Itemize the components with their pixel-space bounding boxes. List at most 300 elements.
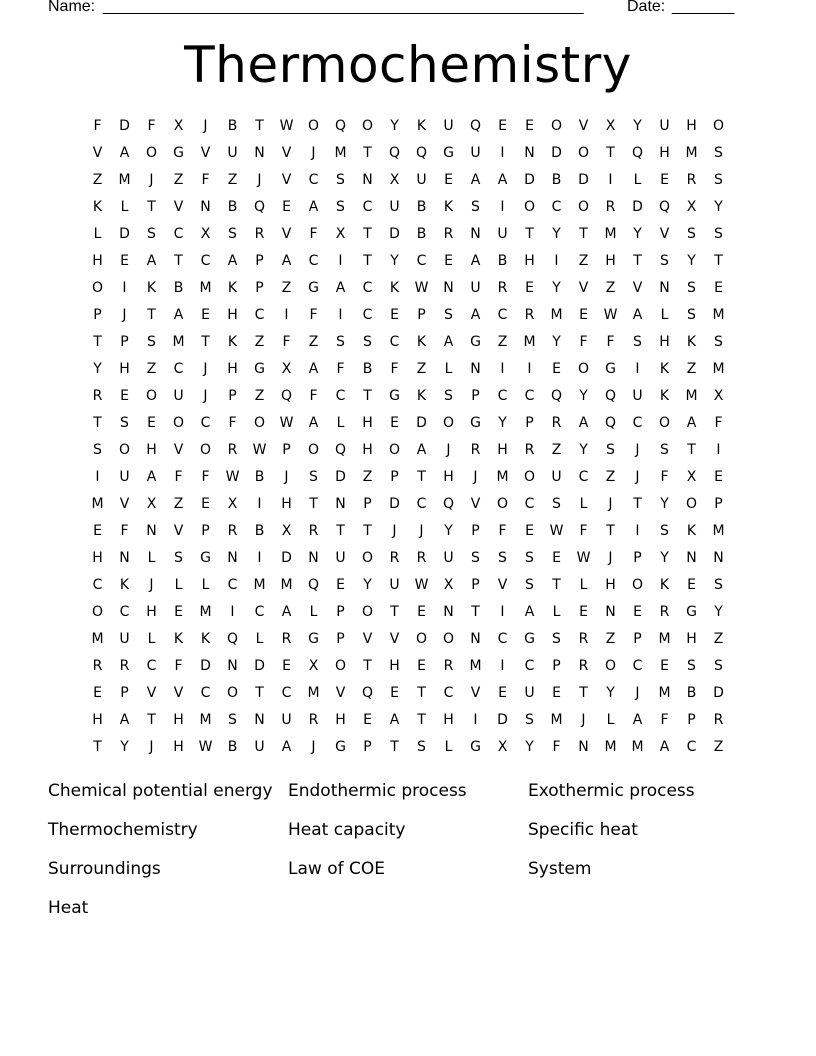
grid-letter[interactable]: L	[201, 576, 210, 593]
grid-letter[interactable]: M	[199, 603, 212, 620]
grid-letter[interactable]: O	[307, 441, 320, 458]
grid-letter[interactable]: M	[172, 333, 185, 350]
grid-letter[interactable]: H	[686, 630, 697, 647]
grid-letter[interactable]: C	[254, 306, 265, 323]
grid-letter[interactable]: S	[174, 549, 183, 566]
grid-letter[interactable]: T	[552, 576, 561, 593]
grid-letter[interactable]: A	[470, 306, 481, 323]
grid-letter[interactable]: Z	[146, 360, 157, 377]
grid-letter[interactable]: X	[605, 117, 616, 134]
grid-letter[interactable]: C	[281, 684, 292, 701]
grid-letter[interactable]: U	[551, 468, 562, 485]
grid-letter[interactable]: E	[444, 171, 453, 188]
grid-letter[interactable]: H	[146, 441, 157, 458]
grid-letter[interactable]: J	[446, 441, 451, 458]
grid-letter[interactable]: N	[713, 549, 724, 566]
grid-letter[interactable]: R	[578, 630, 589, 647]
grid-letter[interactable]: U	[632, 387, 643, 404]
grid-letter[interactable]: P	[282, 441, 291, 458]
grid-letter[interactable]: M	[91, 630, 104, 647]
grid-letter[interactable]: K	[443, 198, 454, 215]
grid-letter[interactable]: N	[470, 360, 481, 377]
grid-letter[interactable]: P	[120, 333, 129, 350]
grid-letter[interactable]: E	[660, 657, 669, 674]
grid-letter[interactable]: V	[92, 144, 103, 161]
grid-letter[interactable]: E	[525, 117, 534, 134]
grid-letter[interactable]: K	[659, 576, 670, 593]
grid-letter[interactable]: X	[200, 225, 211, 242]
grid-letter[interactable]: W	[279, 117, 294, 134]
grid-letter[interactable]: A	[497, 171, 508, 188]
grid-letter[interactable]: Q	[442, 495, 455, 512]
grid-letter[interactable]: O	[523, 468, 536, 485]
grid-letter[interactable]: Z	[362, 468, 373, 485]
grid-letter[interactable]: W	[279, 414, 294, 431]
grid-letter[interactable]: M	[307, 684, 320, 701]
grid-letter[interactable]: R	[92, 657, 103, 674]
grid-letter[interactable]: O	[307, 117, 320, 134]
grid-letter[interactable]: B	[416, 225, 427, 242]
grid-letter[interactable]: M	[685, 387, 698, 404]
grid-letter[interactable]: X	[686, 468, 697, 485]
grid-letter[interactable]: N	[524, 144, 535, 161]
grid-letter[interactable]: F	[309, 306, 318, 323]
grid-letter[interactable]: G	[605, 360, 616, 377]
grid-letter[interactable]: A	[632, 711, 643, 728]
grid-letter[interactable]: J	[122, 306, 127, 323]
grid-letter[interactable]: W	[549, 522, 564, 539]
grid-letter[interactable]: T	[687, 441, 696, 458]
grid-letter[interactable]: Y	[444, 522, 453, 539]
grid-letter[interactable]: O	[91, 603, 104, 620]
grid-letter[interactable]: Z	[227, 171, 238, 188]
grid-letter[interactable]: S	[309, 468, 318, 485]
grid-letter[interactable]: O	[361, 117, 374, 134]
grid-letter[interactable]: C	[497, 630, 508, 647]
grid-letter[interactable]: N	[308, 549, 319, 566]
grid-letter[interactable]: Y	[633, 117, 642, 134]
grid-letter[interactable]: K	[119, 576, 130, 593]
grid-letter[interactable]: N	[227, 549, 238, 566]
grid-letter[interactable]: U	[443, 117, 454, 134]
grid-letter[interactable]: T	[93, 333, 102, 350]
grid-letter[interactable]: O	[496, 495, 509, 512]
grid-letter[interactable]: F	[309, 225, 318, 242]
grid-letter[interactable]: Q	[334, 117, 347, 134]
grid-letter[interactable]: S	[363, 333, 372, 350]
grid-letter[interactable]: V	[578, 117, 589, 134]
grid-letter[interactable]: T	[93, 414, 102, 431]
grid-letter[interactable]: O	[334, 657, 347, 674]
grid-letter[interactable]: S	[552, 630, 561, 647]
grid-letter[interactable]: U	[335, 549, 346, 566]
grid-letter[interactable]: Q	[253, 198, 266, 215]
grid-letter[interactable]: U	[389, 576, 400, 593]
grid-letter[interactable]: S	[525, 549, 534, 566]
grid-letter[interactable]: O	[91, 279, 104, 296]
grid-letter[interactable]: J	[149, 171, 154, 188]
grid-letter[interactable]: F	[579, 333, 588, 350]
grid-letter[interactable]: V	[119, 495, 130, 512]
grid-letter[interactable]: T	[174, 252, 183, 269]
grid-letter[interactable]: L	[579, 495, 588, 512]
grid-letter[interactable]: O	[415, 630, 428, 647]
grid-letter[interactable]: J	[608, 549, 613, 566]
grid-letter[interactable]: R	[605, 198, 616, 215]
grid-letter[interactable]: T	[606, 522, 615, 539]
grid-letter[interactable]: S	[228, 711, 237, 728]
grid-letter[interactable]: U	[470, 279, 481, 296]
grid-letter[interactable]: L	[120, 198, 129, 215]
grid-letter[interactable]: J	[284, 468, 289, 485]
grid-letter[interactable]: I	[284, 306, 289, 323]
grid-letter[interactable]: S	[336, 198, 345, 215]
grid-letter[interactable]: F	[606, 333, 615, 350]
grid-letter[interactable]: E	[282, 198, 291, 215]
grid-letter[interactable]: N	[200, 198, 211, 215]
grid-letter[interactable]: S	[93, 441, 102, 458]
grid-letter[interactable]: B	[254, 468, 265, 485]
grid-letter[interactable]: S	[336, 171, 345, 188]
grid-letter[interactable]: J	[203, 360, 208, 377]
grid-letter[interactable]: V	[470, 684, 481, 701]
grid-letter[interactable]: E	[552, 360, 561, 377]
grid-letter[interactable]: J	[635, 441, 640, 458]
grid-letter[interactable]: G	[470, 738, 481, 755]
grid-letter[interactable]: A	[470, 171, 481, 188]
grid-letter[interactable]: U	[254, 738, 265, 755]
grid-letter[interactable]: D	[632, 198, 643, 215]
grid-letter[interactable]: X	[389, 171, 400, 188]
grid-letter[interactable]: J	[311, 144, 316, 161]
grid-letter[interactable]: P	[633, 630, 642, 647]
grid-letter[interactable]: L	[309, 603, 318, 620]
grid-letter[interactable]: J	[149, 738, 154, 755]
grid-letter[interactable]: T	[714, 252, 723, 269]
grid-letter[interactable]: E	[417, 657, 426, 674]
grid-letter[interactable]: K	[416, 333, 427, 350]
grid-letter[interactable]: A	[416, 441, 427, 458]
grid-letter[interactable]: D	[524, 171, 535, 188]
grid-letter[interactable]: S	[714, 225, 723, 242]
grid-letter[interactable]: M	[604, 738, 617, 755]
grid-letter[interactable]: G	[335, 738, 346, 755]
grid-letter[interactable]: G	[686, 603, 697, 620]
grid-letter[interactable]: B	[227, 738, 238, 755]
grid-letter[interactable]: L	[444, 360, 453, 377]
grid-letter[interactable]: K	[659, 387, 670, 404]
grid-letter[interactable]: Q	[307, 576, 320, 593]
grid-letter[interactable]: Y	[525, 738, 534, 755]
grid-letter[interactable]: V	[470, 495, 481, 512]
grid-letter[interactable]: Y	[714, 198, 723, 215]
grid-letter[interactable]: E	[444, 252, 453, 269]
grid-letter[interactable]: R	[551, 414, 562, 431]
grid-letter[interactable]: E	[201, 495, 210, 512]
grid-letter[interactable]: I	[473, 711, 478, 728]
grid-letter[interactable]: A	[335, 279, 346, 296]
grid-letter[interactable]: C	[443, 684, 454, 701]
grid-letter[interactable]: P	[336, 603, 345, 620]
grid-letter[interactable]: X	[227, 495, 238, 512]
grid-letter[interactable]: Y	[552, 279, 561, 296]
grid-letter[interactable]: I	[500, 198, 505, 215]
grid-letter[interactable]: L	[660, 306, 669, 323]
grid-letter[interactable]: W	[225, 468, 240, 485]
grid-letter[interactable]: S	[444, 387, 453, 404]
grid-letter[interactable]: L	[579, 576, 588, 593]
grid-letter[interactable]: P	[93, 306, 102, 323]
grid-letter[interactable]: E	[687, 576, 696, 593]
grid-letter[interactable]: I	[554, 252, 559, 269]
grid-letter[interactable]: T	[417, 468, 426, 485]
grid-letter[interactable]: N	[146, 522, 157, 539]
grid-letter[interactable]: K	[227, 279, 238, 296]
grid-letter[interactable]: K	[416, 117, 427, 134]
grid-letter[interactable]: S	[552, 495, 561, 512]
grid-letter[interactable]: W	[198, 738, 213, 755]
grid-letter[interactable]: S	[120, 414, 129, 431]
grid-letter[interactable]: C	[362, 198, 373, 215]
grid-letter[interactable]: N	[659, 279, 670, 296]
grid-letter[interactable]: I	[338, 306, 343, 323]
grid-letter[interactable]: L	[174, 576, 183, 593]
grid-letter[interactable]: T	[363, 225, 372, 242]
grid-letter[interactable]: P	[633, 549, 642, 566]
grid-letter[interactable]: V	[362, 630, 373, 647]
grid-letter[interactable]: C	[632, 657, 643, 674]
grid-letter[interactable]: I	[230, 603, 235, 620]
grid-letter[interactable]: S	[660, 522, 669, 539]
grid-letter[interactable]: R	[308, 522, 319, 539]
grid-letter[interactable]: L	[633, 171, 642, 188]
grid-letter[interactable]: M	[523, 333, 536, 350]
grid-letter[interactable]: P	[687, 711, 696, 728]
grid-letter[interactable]: C	[92, 576, 103, 593]
grid-letter[interactable]: T	[363, 522, 372, 539]
grid-letter[interactable]: H	[119, 360, 130, 377]
grid-letter[interactable]: I	[338, 252, 343, 269]
grid-letter[interactable]: S	[444, 306, 453, 323]
grid-letter[interactable]: F	[282, 333, 291, 350]
grid-letter[interactable]: N	[254, 711, 265, 728]
grid-letter[interactable]: J	[311, 738, 316, 755]
grid-letter[interactable]: R	[227, 522, 238, 539]
grid-letter[interactable]: P	[471, 576, 480, 593]
grid-letter[interactable]: E	[390, 414, 399, 431]
grid-letter[interactable]: E	[174, 603, 183, 620]
grid-letter[interactable]: N	[362, 171, 373, 188]
grid-letter[interactable]: C	[632, 414, 643, 431]
grid-letter[interactable]: K	[200, 630, 211, 647]
grid-letter[interactable]: X	[443, 576, 454, 593]
grid-letter[interactable]: T	[147, 306, 156, 323]
grid-letter[interactable]: T	[417, 711, 426, 728]
grid-letter[interactable]: S	[525, 711, 534, 728]
grid-letter[interactable]: C	[119, 603, 130, 620]
grid-letter[interactable]: S	[687, 279, 696, 296]
grid-letter[interactable]: M	[712, 522, 725, 539]
grid-letter[interactable]: O	[658, 414, 671, 431]
grid-letter[interactable]: H	[227, 306, 238, 323]
grid-letter[interactable]: R	[497, 279, 508, 296]
grid-letter[interactable]: D	[119, 225, 130, 242]
grid-letter[interactable]: K	[389, 279, 400, 296]
grid-letter[interactable]: A	[659, 738, 670, 755]
grid-letter[interactable]: P	[336, 630, 345, 647]
grid-letter[interactable]: A	[524, 603, 535, 620]
grid-letter[interactable]: V	[578, 279, 589, 296]
grid-letter[interactable]: Y	[660, 549, 669, 566]
grid-letter[interactable]: G	[389, 387, 400, 404]
grid-letter[interactable]: B	[497, 252, 508, 269]
grid-letter[interactable]: M	[550, 306, 563, 323]
grid-letter[interactable]: Q	[604, 414, 617, 431]
grid-letter[interactable]: Y	[120, 738, 129, 755]
grid-letter[interactable]: R	[443, 657, 454, 674]
grid-letter[interactable]: I	[257, 549, 262, 566]
grid-letter[interactable]: S	[633, 333, 642, 350]
grid-letter[interactable]: I	[500, 657, 505, 674]
grid-letter[interactable]: U	[470, 144, 481, 161]
grid-letter[interactable]: Y	[93, 360, 102, 377]
grid-letter[interactable]: Z	[713, 630, 724, 647]
grid-letter[interactable]: S	[147, 333, 156, 350]
grid-letter[interactable]: K	[227, 333, 238, 350]
grid-letter[interactable]: E	[363, 711, 372, 728]
grid-letter[interactable]: X	[335, 225, 346, 242]
grid-letter[interactable]: F	[390, 360, 399, 377]
grid-letter[interactable]: R	[524, 306, 535, 323]
grid-letter[interactable]: O	[253, 414, 266, 431]
grid-letter[interactable]: X	[281, 360, 292, 377]
grid-letter[interactable]: O	[226, 684, 239, 701]
grid-letter[interactable]: H	[605, 252, 616, 269]
grid-letter[interactable]: H	[497, 441, 508, 458]
grid-letter[interactable]: R	[92, 387, 103, 404]
grid-letter[interactable]: O	[172, 414, 185, 431]
grid-letter[interactable]: M	[550, 711, 563, 728]
grid-letter[interactable]: A	[119, 144, 130, 161]
grid-letter[interactable]: V	[173, 522, 184, 539]
grid-letter[interactable]: B	[227, 117, 238, 134]
grid-letter[interactable]: T	[471, 603, 480, 620]
grid-letter[interactable]: M	[604, 225, 617, 242]
date-blank-line[interactable]: _______	[672, 0, 735, 15]
grid-letter[interactable]: A	[281, 738, 292, 755]
grid-letter[interactable]: Z	[173, 171, 184, 188]
grid-letter[interactable]: E	[552, 549, 561, 566]
grid-letter[interactable]: V	[146, 684, 157, 701]
grid-letter[interactable]: C	[416, 495, 427, 512]
grid-letter[interactable]: I	[527, 360, 532, 377]
grid-letter[interactable]: Y	[633, 225, 642, 242]
grid-letter[interactable]: P	[363, 495, 372, 512]
grid-letter[interactable]: F	[552, 738, 561, 755]
grid-letter[interactable]: E	[93, 684, 102, 701]
grid-letter[interactable]: S	[471, 549, 480, 566]
grid-letter[interactable]: R	[686, 171, 697, 188]
grid-letter[interactable]: D	[578, 171, 589, 188]
grid-letter[interactable]: B	[551, 171, 562, 188]
grid-letter[interactable]: N	[119, 549, 130, 566]
grid-letter[interactable]: O	[442, 414, 455, 431]
grid-letter[interactable]: B	[362, 360, 373, 377]
grid-letter[interactable]: H	[443, 711, 454, 728]
grid-letter[interactable]: R	[119, 657, 130, 674]
grid-letter[interactable]: E	[660, 171, 669, 188]
grid-letter[interactable]: T	[390, 603, 399, 620]
grid-letter[interactable]: O	[145, 387, 158, 404]
grid-letter[interactable]: U	[281, 711, 292, 728]
grid-letter[interactable]: H	[659, 333, 670, 350]
grid-letter[interactable]: C	[524, 657, 535, 674]
grid-letter[interactable]: O	[388, 441, 401, 458]
grid-letter[interactable]: H	[362, 414, 373, 431]
grid-letter[interactable]: D	[551, 144, 562, 161]
grid-letter[interactable]: E	[525, 279, 534, 296]
grid-letter[interactable]: C	[200, 684, 211, 701]
grid-letter[interactable]: I	[716, 441, 721, 458]
grid-letter[interactable]: P	[471, 522, 480, 539]
grid-letter[interactable]: U	[119, 468, 130, 485]
grid-letter[interactable]: S	[714, 576, 723, 593]
grid-letter[interactable]: F	[93, 117, 102, 134]
grid-letter[interactable]: D	[281, 549, 292, 566]
grid-letter[interactable]: F	[579, 522, 588, 539]
grid-letter[interactable]: P	[255, 252, 264, 269]
grid-letter[interactable]: T	[390, 738, 399, 755]
grid-letter[interactable]: H	[524, 252, 535, 269]
grid-letter[interactable]: R	[470, 441, 481, 458]
grid-letter[interactable]: Q	[415, 144, 428, 161]
grid-letter[interactable]: E	[390, 684, 399, 701]
grid-letter[interactable]: S	[660, 441, 669, 458]
grid-letter[interactable]: I	[635, 522, 640, 539]
grid-letter[interactable]: Z	[497, 333, 508, 350]
grid-letter[interactable]: C	[524, 387, 535, 404]
grid-letter[interactable]: L	[147, 549, 156, 566]
grid-letter[interactable]: H	[443, 468, 454, 485]
grid-letter[interactable]: H	[389, 657, 400, 674]
grid-letter[interactable]: T	[363, 657, 372, 674]
grid-letter[interactable]: T	[147, 198, 156, 215]
grid-letter[interactable]: A	[389, 711, 400, 728]
grid-letter[interactable]: R	[524, 441, 535, 458]
grid-letter[interactable]: Y	[579, 387, 588, 404]
grid-letter[interactable]: Z	[173, 495, 184, 512]
grid-letter[interactable]: R	[389, 549, 400, 566]
grid-letter[interactable]: Y	[714, 603, 723, 620]
grid-letter[interactable]: E	[498, 117, 507, 134]
grid-letter[interactable]: S	[147, 225, 156, 242]
grid-letter[interactable]: F	[120, 522, 129, 539]
grid-letter[interactable]: B	[227, 198, 238, 215]
grid-letter[interactable]: O	[361, 603, 374, 620]
grid-letter[interactable]: O	[712, 117, 725, 134]
grid-letter[interactable]: T	[93, 738, 102, 755]
grid-letter[interactable]: C	[254, 603, 265, 620]
grid-letter[interactable]: J	[635, 684, 640, 701]
grid-letter[interactable]: J	[203, 117, 208, 134]
grid-letter[interactable]: O	[118, 441, 131, 458]
grid-letter[interactable]: E	[633, 603, 642, 620]
grid-letter[interactable]: M	[118, 171, 131, 188]
grid-letter[interactable]: S	[714, 171, 723, 188]
grid-letter[interactable]: Q	[658, 198, 671, 215]
grid-letter[interactable]: C	[362, 306, 373, 323]
grid-letter[interactable]: N	[443, 603, 454, 620]
